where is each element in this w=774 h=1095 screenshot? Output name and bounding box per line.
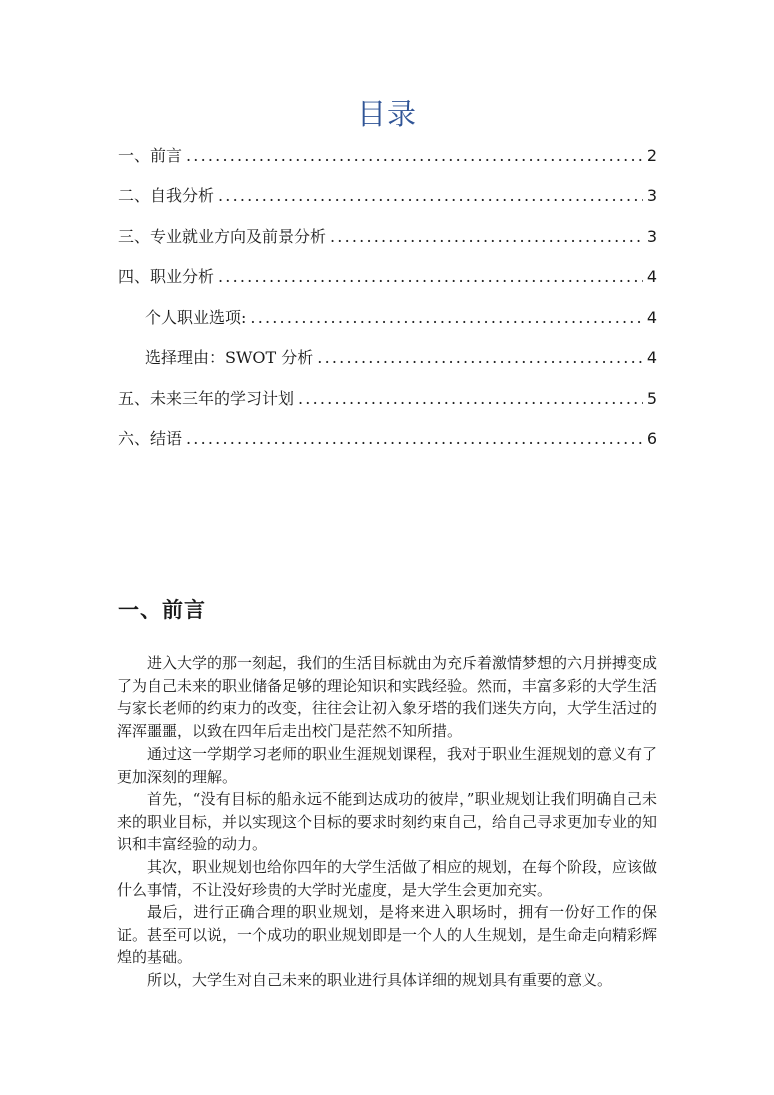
body-paragraph: 最后，进行正确合理的职业规划，是将来进入职场时，拥有一份好工作的保证。甚至可以说，一个成功的职业规划即是一个人的人生规划，是生命走向精彩辉煌的基础。 — [117, 903, 658, 966]
toc-entry-label: 五、未来三年的学习计划 — [118, 389, 295, 408]
toc-entry-label: 四、职业分析 — [118, 267, 215, 286]
toc-entry-label: 二、自我分析 — [118, 186, 215, 205]
toc-page-number: 5 — [646, 389, 657, 408]
toc-dot-leader — [330, 227, 643, 247]
toc-page-number: 3 — [646, 227, 657, 246]
toc-page-number: 4 — [646, 267, 657, 286]
toc-dot-leader — [186, 146, 643, 166]
toc-entry-label: 一、前言 — [118, 146, 183, 165]
toc-dot-leader — [186, 429, 643, 449]
toc-page-number: 4 — [646, 308, 657, 327]
toc-entry-study-plan[interactable] — [118, 385, 657, 409]
toc-entry-career-options[interactable] — [145, 304, 657, 328]
toc-entry-label: 选择理由：SWOT 分析 — [145, 348, 314, 367]
toc-entry-self-analysis[interactable] — [118, 182, 657, 206]
toc-entry-label: 三、专业就业方向及前景分析 — [118, 227, 327, 246]
toc-dot-leader — [218, 267, 643, 287]
body-paragraph: 通过这一学期学习老师的职业生涯规划课程，我对于职业生涯规划的意义有了更加深刻的理解。 — [117, 745, 658, 786]
toc-entry-label: 六、结语 — [118, 429, 183, 448]
section-heading: 一、前言 — [118, 598, 206, 622]
toc-entry-conclusion[interactable] — [118, 425, 657, 449]
toc-page-number: 4 — [646, 348, 657, 367]
toc-dot-leader — [298, 389, 643, 409]
toc-entry-major-prospects[interactable] — [118, 223, 657, 247]
toc-entry-preface[interactable] — [118, 142, 657, 166]
toc-entry-career-analysis[interactable] — [118, 263, 657, 287]
toc-entry-label: 个人职业选项: — [145, 308, 247, 327]
toc-title: 目录 — [356, 97, 417, 131]
toc-entry-swot[interactable] — [145, 344, 657, 368]
body-paragraph: 进入大学的那一刻起，我们的生活目标就由为充斥着激情梦想的六月拼搏变成了为自己未来的职业储备足够的理论知识和实践经验。然而，丰富多彩的大学生活与家长老师的约束力的改变，往往会让初入象牙塔的我们迷失方向，大学生活过的浑浑噩噩，以致在四年后走出校门是茫然不知所措。 — [117, 654, 658, 740]
body-paragraph: 其次，职业规划也给你四年的大学生活做了相应的规划，在每个阶段，应该做什么事情，不让没好珍贵的大学时光虚度，是大学生会更加充实。 — [117, 858, 658, 899]
toc-dot-leader — [250, 308, 642, 328]
toc-page-number: 3 — [646, 186, 657, 205]
body-paragraph: 首先，“没有目标的船永远不能到达成功的彼岸，”职业规划让我们明确自己未来的职业目标，并以实现这个目标的要求时刻约束自己，给自己寻求更加专业的知识和丰富经验的动力。 — [117, 790, 658, 853]
toc-dot-leader — [218, 186, 643, 206]
toc-dot-leader — [317, 348, 643, 368]
toc-page-number: 2 — [646, 146, 657, 165]
toc-page-number: 6 — [646, 429, 657, 448]
body-paragraph: 所以，大学生对自己未来的职业进行具体详细的规划具有重要的意义。 — [147, 971, 613, 989]
